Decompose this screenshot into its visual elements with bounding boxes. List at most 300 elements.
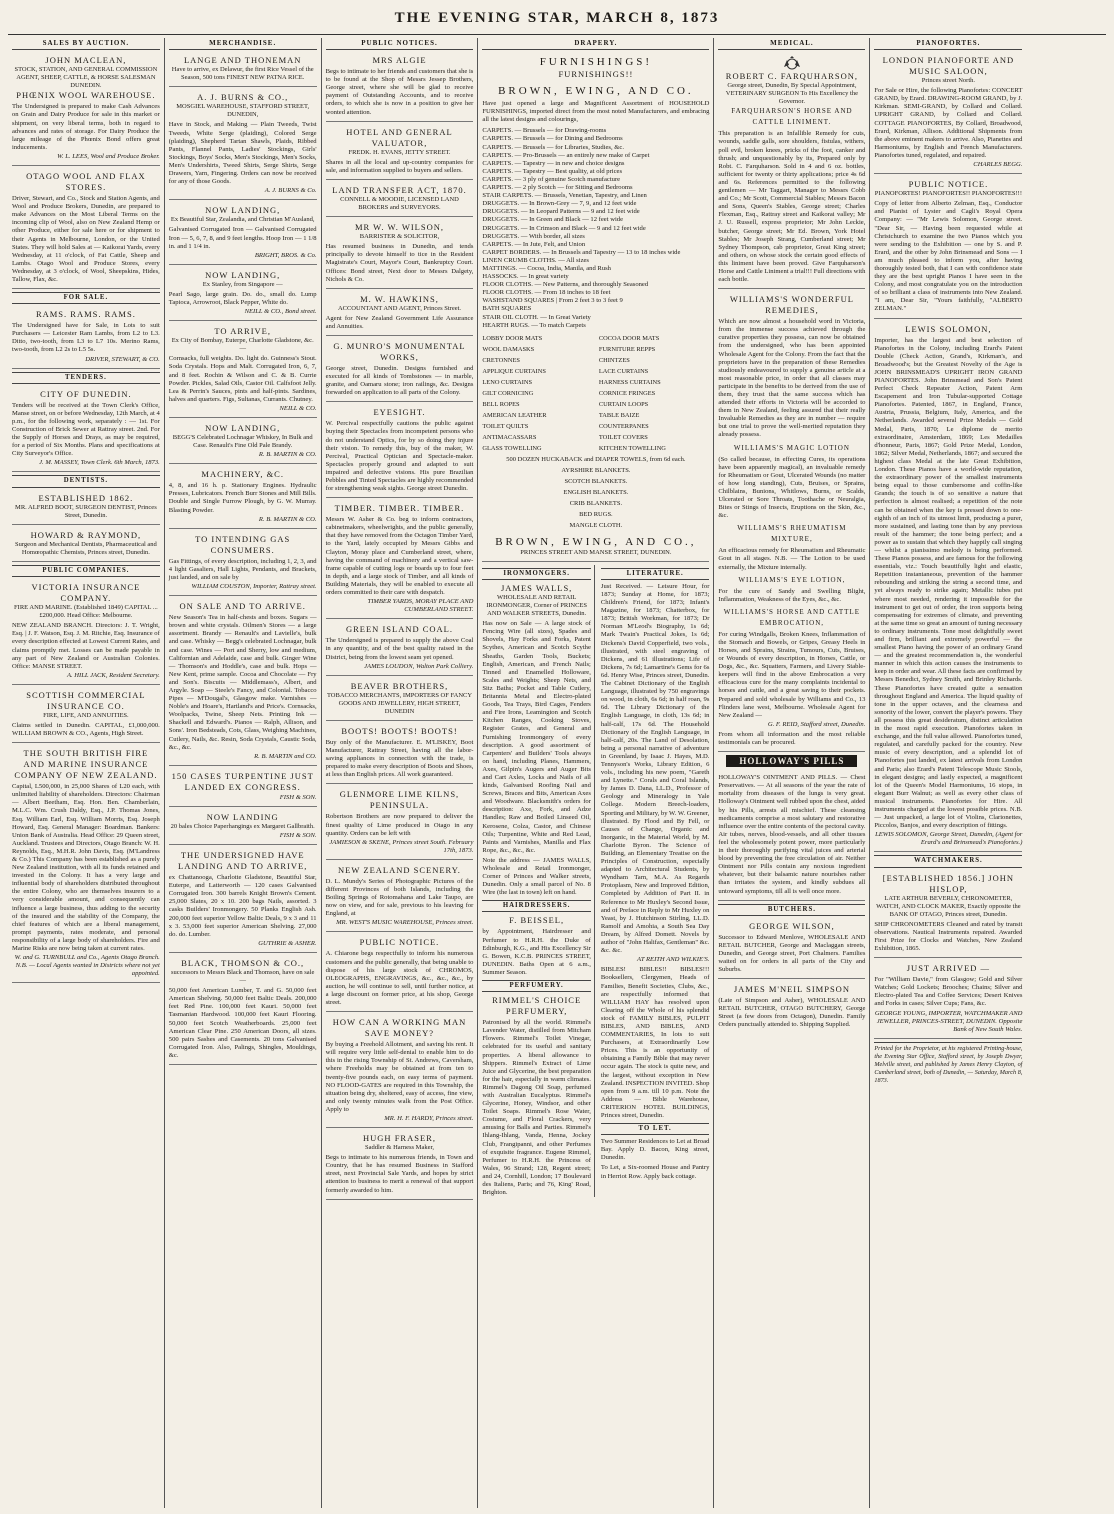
- advert-title: BOOTS! BOOTS! BOOTS!: [341, 725, 458, 736]
- advert-title: ESTABLISHED 1862.: [38, 492, 134, 503]
- masthead-rule: [8, 34, 1106, 35]
- advert-body: The Undersigned is prepared to make Cash Advances on Grain and Dairy Produce for sale in this market or shipment, on very liberal terms, both in regard to advances and rates of storage. For Dairy Produce the large mileage of the Phœnix Bond offers great inducements.: [12, 103, 160, 151]
- drapery-intro: Have just opened a large and Magnificent Assortment of HOUSEHOLD FURNISHINGS, imported direct from the most noted Manufacturers, and embracing all the latest designs and colourings,: [482, 100, 710, 124]
- advert-title: F. BEISSEL,: [509, 915, 565, 926]
- drapery-advert: [482, 53, 709, 562]
- advert-place: DUNEDIN.: [70, 82, 102, 90]
- advert-title: TO INTENDING GAS CONSUMERS.: [195, 533, 291, 555]
- advert-signature: BRIGHT, BROS. & Co.: [254, 251, 317, 259]
- advert-subhead: PHŒNIX WOOL WAREHOUSE.: [16, 90, 156, 101]
- advert-title: NEW ZEALAND SCENERY.: [338, 864, 461, 875]
- advert-signature: WILLIAM COUSTON, Importer, Rattray street.: [191, 583, 317, 591]
- advert-body: The Undersigned have for Sale, in Lots to suit Purchasers — Leicester Ram Lambs, from L2 to L3. Ditto, two-tooth, from L3 to L7 10s. Merino Rams, two-tooth, from L2 2s to L5 5s.: [12, 322, 160, 354]
- advert-signature: NEILL & CO.: [279, 404, 317, 412]
- advert-body: Have in Stock, and Making — Plain Tweeds, Twist Tweeds, White Serge (plaiding), Colored Serge (plaiding), Shepherd Tartan Shawls, Plaids, Ribbed Pants, Flannel Pants, Ladies' Stockings, Girls' Stockings, Boys' Socks, Men's Stockings, Men's Socks, Men's Undershirts, Tweed Shirts, Serge Shirts, Serge Drawers, Yarn, Fingering. Orders can now be received for any of those Goods.: [168, 121, 317, 186]
- drapery-item: CARPETS. — Brussels — for Dining and Bedrooms: [482, 135, 623, 143]
- advert-title: PUBLIC NOTICE.: [359, 937, 440, 948]
- bibles-advert: BIBLES! BIBLES!! BIBLES!!! Booksellers, Clergymen, Heads of Families, Benefit Societies, Clubs, &c., are respectfully informed that WILLIAM HAY has resolved upon Clearing off the Whole of his splendid stock of FAMILY BIBLES, PULPIT BIBLES, AND BIBLES, AND COMMENTARIES, In lots to suit Purchasers, at Extraordinarily Low Prices. This is an opportunity of obtaining a Family Bible that may never occur again. The stock is quite new, and the largest, without exception in New Zealand. INSPECTION INVITED. Shop open from 9 a.m. till 10 p.m. Note the Address — Bible Warehouse, CRITERION HOTEL BUILDINGS, Princes street, Dunedin.: [600, 966, 710, 1119]
- drapery-goods-item: CHINTZES: [598, 356, 630, 364]
- advert-title: RIMMEL'S CHOICE PERFUMERY,: [492, 995, 582, 1017]
- advert: [12, 580, 160, 685]
- advert-title: M. W. HAWKINS,: [360, 293, 439, 304]
- advert-sub: FREDK. H. EVANS, JETTY STREET.: [348, 148, 451, 156]
- advert: [326, 935, 474, 1012]
- advert: [12, 307, 160, 368]
- advert-subhead: WILLIAMS'S MAGIC LOTION: [733, 443, 850, 452]
- advert-title: NOW LANDING,: [205, 269, 281, 280]
- advert-title: MRS ALGIE: [372, 55, 427, 66]
- drapery-item: FLOOR CLOTHS. — From 18 inches to 18 feet: [482, 289, 611, 297]
- drapery-item: LINEN CRUMB CLOTHS. — All sizes: [482, 256, 589, 264]
- advert-title: BLACK, THOMSON & CO.,: [181, 957, 305, 968]
- advert-title: THE UNDERSIGNED HAVE LANDING AND TO ARRIVE,: [178, 850, 308, 872]
- drapery-item: HEARTH RUGS. — To match Carpets: [482, 321, 586, 329]
- advert-signature: FISH & SON.: [279, 832, 317, 839]
- drapery-item: BATH SQUARES: [482, 305, 532, 313]
- advert-title: TIMBER. TIMBER. TIMBER.: [334, 503, 465, 514]
- advert-body: (So called because, in effecting Cures, its operations have been apparently magical), an invaluable remedy for Rheumatism or Gout, Ulcerated Wounds (no matter of how long standing), Cuts, Bruises, or Sprains, Chilblains, Bunions, Whitlows, Burns, or Scalds, Ulcerated or Sore Throats, Toothache or Neuralgia, Bites or Stings of Insects, Eruptions on the Skin, &c., &c.: [718, 455, 866, 520]
- advert-signature: GEORGE YOUNG, IMPORTER, WATCHMAKER AND JEWELLER, PRINCES-STREET, DUNEDIN. Opposite Bank of New South Wales.: [874, 1009, 1023, 1033]
- column-heading: PUBLIC NOTICES.: [326, 38, 474, 50]
- advert: [874, 177, 1022, 318]
- masthead-title: THE EVENING STAR, MARCH 8, 1873: [394, 10, 720, 26]
- drapery-goods-item: TABLE BAIZE: [598, 411, 640, 419]
- advert-body: An efficacious remedy for Rheumatism and Rheumatic Gout in all stages. N.B. — The Lotion to be used externally, the Mixture internally.: [718, 547, 866, 571]
- drapery-item: CARPETS. — Tapestry — in new and choice designs: [482, 159, 625, 167]
- advert-note: Note the address — JAMES WALLS, Wholesale and Retail Ironmonger, Corner of Princes and Walker streets, Dunedin. Only a small parcel of No. 8 Wire (the last in town) left on hand.: [482, 856, 591, 897]
- advert-body: Importer, has the largest and best selection of Pianofortes in the Colony, including Erard's Patent Double (Check Action, Grand's, Kirkman's, and Broadwood's; but the Greatest Novelty of the Age is JOHN BRINSMEAD'S UPRIGHT IRON GRAND PIANOFORTES. John Brinsmead and Son's Patent Perfect Check Repeater Action, Patent Arm Escapement and Iron Tubular-supported Cottage Pianofortes. Patented, 1867, in England, France, Austria, Prussia, Belgium, Italy, America, and the Netherlands. Awarded several Prize Medals — Gold Medal, Paris, 1870; Le diplome de merito extraordinaire, Amsterdam, 1869; Les Medailles d'honneur, Paris, 1867; Gold Prize Medal, London, 1862; Silver Medal, Netherlands, 1867; and secured the highest class Medal at the late Great Exhibition, London. These Pianos have a world-wide reputation, the extraordinary power of the smallest instruments being equal to those cumbersome and coffin-like Grands; the touch is of so sensitive a nature that perfection is almost realised; a repetition of the note can be obtained when the key is pressed down to one-eighth of an inch of its utmost limit, producing a purer, more sustained, and lasting tone than by any previous result of the hammer; the tone being perfect; and a power as to sustain that which they happily call singing — whilst a pianissimo melody is being performed. These Pianos possess, and are famous for the following essentials, viz.: Touch beautifully light and elastic, Repetition instantaneous, prevention of the hammer rebounding and striking the string a second time, and yet always ready to strike again; Metallic tubes put where most needed, rendering it impossible for the instrument to get out of order, the iron supports being compensating for extremes of climate, and preventing at the same time so great an amount of tuning necessary to ordinary instruments. Tone most delightfully sweet and firm, brilliant and extremely powerful — the smallest Piano having the power of an ordinary Grand — and the greatest recommendation is, the wonderful manner in which this action causes the instruments to keep in order and wear. All these facts are confirmed by Messrs Benedict, Sydney Smith, and Brinley Richards. These Pianofortes have created quite a sensation throughout England and America. The liquid quality of tone in the upper octaves, and the clearness and sonority of the lower, convert the player's powers. They all possess this great desideratum, distinct articulation in the most rapid execution. Pianofortes taken in exchange, and the full value allowed. Pianofortes tuned, regulated, and carefully packed for the country. New music of every description, and a splendid lot of Pianofortes just landed, ex latest arrivals from London and Paris; also Erard's Patent Telescope Music Stools, in elegant designs; and lastly expected, a magnificent lot of the Queen's Model Harmoniums, 16 stops, in elegant Burr Walnut; as well as every other class of musical instruments. Pianofortes for Hire. All instruments charged at the lowest possible prices. N.B. — Just unpacked, a large lot of Violins, Clarionettes, Piccolos, Banjos, and every description of fittings.: [874, 336, 1023, 830]
- drapery-item: STAIR CARPETS. — Brussels, Venetian, Tapestry, and Linen: [482, 192, 647, 200]
- drapery-tail-item: BED RUGS.: [579, 510, 613, 518]
- advert-title: JOHN MACLEAN,: [45, 55, 127, 66]
- drapery-address: PRINCES STREET AND MANSE STREET, DUNEDIN.: [520, 548, 672, 556]
- advert-sub: Have to arrive, ex Delawur, the first Rice Vessel of the Season, 500 tons FINEST NEW PATNA RICE.: [171, 66, 314, 82]
- advert: [326, 53, 474, 122]
- advert-sub: BARRISTER & SOLICITOR,: [359, 233, 440, 241]
- drapery-item: CARPETS. — Tapestry — Best quality, at old prices: [482, 167, 623, 175]
- drapery-lower: [482, 565, 709, 1197]
- drapery-goods-item: TOILET COVERS: [598, 433, 648, 441]
- advert-body: Messrs W. Asher & Co. beg to inform contractors, cabinetmakers, wheelwrights, and the public generally, that they have removed from the Octagon Timber Yard, to the Yard, lately occupied by Messrs Gibbs and Clayton, Moray place and Cumberland street, where, having the command of machinery and a vertical saw-frame capable of cutting logs or boards up to four feet in depth, and a large stock of Timber, and all kinds of Building Materials, they will be enabled to execute all orders committed to their care with despatch.: [325, 516, 474, 597]
- advert-body: Has now on Sale — A large stock of Fencing Wire (all sizes), Spades and Shovels, Hay Forks and Forks, Patent Scythes, American and Scotch Scythe Sheaths, Garden Tools, Buckets; English, American, and French Nails; Tinned and Enamelled Holloware, Scales and Weights; Sheep Nets, and Sitz Baths; Pocket and Table Cutlery, Britannia Metal and Electro-plated Goods, Tea Trays, Bird Cages, Fenders and Fire Irons, Leamington and Scotch Kitchen Ranges, Cooking Stoves, Register Grates, and General and Furnishing Ironmongery of every description. A good assortment of Carpenters' and Builders' Tools always on hand, including Planes, Hammers, Axes, Gilpin's Augers and Auger Bits and Cart Axles, Locks and Nails of all kinds, Galvanised Roofing Nail and Screws, Braces and Bits, American Axes and Woodware. Blacksmith's orders for description: Axe, Fork, and Adze Handles; Raw and Boiled Linseed Oil, Kerosene, Colza, Castor, and Chinese Oils; Turpentine, White and Red Lead, Paints and Varnishes, Manilla and Flax Rope, &c., &c., &c.: [482, 620, 591, 854]
- advert-title: G. MUNRO'S MONUMENTAL WORKS,: [333, 340, 466, 362]
- advert-subhead: WILLIAMS'S HORSE AND CATTLE EMBROCATION,: [723, 607, 860, 627]
- advert: [12, 491, 160, 525]
- to-let-notice: Two Summer Residences to Let at Broad Bay. Apply D. Bacon, King street, Dunedin.: [600, 1138, 710, 1162]
- advert-title: NOW LANDING: [206, 811, 279, 822]
- advert-title: LAND TRANSFER ACT, 1870.: [332, 184, 467, 195]
- advert-body: New Season's Tea in half-chests and boxes. Sugars — brown and white crystals. Oilmen's Stores — a large assortment. Brandy — Renault's and Lavielle's, bulk and case. Whisky — Begg's celebrated Lochnagar, bulk and case. Wines — Port and Sherry, low and medium, Californian and Adelaide, case and bulk. Ginger Wine — Thomson's and Hoddle's, case and bulk. Hops — New Kent, prime sample. Cocoa and Chocolate — Fry and Son's. Biscuits — Middlemass's, Albert, and Argyle. Soap — Steele's Fancy, and Colonial. Tobacco Pipes — M'Dougal's, Glasgow make. Varnishes — Noble's and Hoare's, Hartland's and Price's. Cornsacks, Woolpacks, Twine, Sheep Nets. Printing Ink — Shackell and Edward's. Pianos — Ralph, Allison, and Sons'. Iron Bedsteads, Cots, Glass, Weighing Machines, Cutlery, Nails, &c. Resin, Soda Crystals, Caustic Soda, &c., &c.: [168, 614, 317, 751]
- drapery-item: CARPET BORDERS. — In Brussels and Tapestry — 13 to 18 inches wide: [482, 248, 681, 256]
- advert-subhead: FARQUHARSON'S HORSE AND CATTLE LINIMENT.: [731, 107, 853, 127]
- literature-list: Just Received. — Leisure Hour, for 1873; Sunday at Home, for 1873; Children's Friend, for 1873; Infant's Magazine, for 1873; Chatterbox, for 1873; British Workman, for 1873; Dr Norman M'Leod's Biography, 1s 6d; Mark Twain's Practical Jokes, 1s 6d; Dickens's David Copperfield, two vols., illustrated, with steel engraving of Dickens, and 61 illustrations; Life of Dickens, 7s 6d; Lamartine's Gems for 6s 6d. Henry Wise, Princes street, Dunedin. The Cabinet Dictionary of the English Language, illustrated by 750 engravings on wood, in cloth, 6s 6d; in half roan, 9s 6d. The Library Dictionary of the English Language, in cloth, 13s 6d; in half-calf, 17s 6d. The Household Dictionary of the English Language, in half-calf, 20s. The Land of Desolation, being a personal narrative of adventure in Greenland, by Isaac J. Hayes, M.D. Tennyson's Works, Library Edition, 6 vols., including his new poem, "Gareth and Lynette." Corals and Coral Islands, by James D. Dana, LL.D., Professor of Geology and Mineralogy in Yale College. Modern Breech-loaders, Sporting and Military, by W. W. Greener, illustrated. By Flood and By Fell, or Causes of Change, Organic and Inorganic, in the Material World, by M. Charlotte Byron. The Science of Building, an Elementary Treatise on the Principles of Construction, especially adapted to Architectural Students, by Wyndham Tarn, M.A. As Regards Protoplasm, New and Improved Edition, Completed by Addition of Part II. in Reference to Mr Huxley's Second Issue, and of Preface in Reply to Mr Huxley on Yeast, by J. Hutchinson Stirling, LL.D. Ramolf and Amohia, a South Sea Day Dream, by Alfred Domett. Novels by author of "John Halifax, Gentleman" &c. &c. &c.: [600, 582, 710, 955]
- drapery-goods-item: HARNESS CURTAINS: [598, 378, 661, 386]
- advert-body: Galvanised Corrugated Iron — Galvanised Corrugated Iron — 5, 6, 7, 8, and 9 feet lengths. Hoop Iron — 1 1/8 in. and 1 1/4 in.: [168, 226, 317, 250]
- advert-body: Patronised by all the world. Rimmel's Lavender Water, distilled from Mitcham Flowers. Rimmel's Toilet Vinegar, celebrated for its useful and sanitary properties. A liberal allowance to Shippers. Rimmel's Extract of Lime Juice and Glycerine, the best preparation for the hair, especially in warm climates. Rimmel's Dagong Oil Soap, perfumed with Australian Eucalyptus. Rimmel's Glycerine, Honey, Windsor, and other Toilet Soaps. Rimmel's Rose Water, Costume, and Floral Crackers, very amusing for Balls and Parties. Rimmel's Ihlang-Ihlang, Vanda, Henna, Jockey Club, Frangipanni, and other Perfumes of exquisite fragrance. Eugene Rimmel, Perfumer to H.R.H. the Princess of Wales, 96 Strand; 128, Regent street; and 24, Cornhill, London; 17 Boulevard des Italiens, Paris; and 76, King' Road, Brighton.: [482, 1019, 591, 1197]
- drapery-goods-item: APPLIQUE CURTAINS: [482, 367, 546, 375]
- advert-body: George street, Dunedin. Designs furnished and executed for all kinds of Tombstones — in marble, granite, and Oamaru stone; iron railings, &c. Designs forwarded on application to all parts of the Colony.: [325, 364, 474, 397]
- ironmongers-column: [482, 565, 595, 1197]
- to-let-notice: To Let, a Six-roomed House and Pantry in Herriot Row. Apply back cottage.: [600, 1164, 710, 1180]
- drapery-item: DRUGGETS. — In Leopard Patterns — 9 and 12 feet wide: [482, 208, 640, 216]
- advert-body: Begs to intimate to her friends and customers that she is to be found at the Shop of Messrs Jessep Brothers, George street, where she will be glad to receive payment of Outstanding Accounts, and to receive orders, to which she is now in a position to give her wonted attention.: [325, 68, 474, 116]
- advert-title: JAMES M'NEIL SIMPSON: [733, 984, 850, 995]
- advert-body: A. Chiarone begs respectfully to inform his numerous customers and the public generally, that being unable to dispose of his large stock of CHROMOS, OLEOGRAPHS, ENGRAVINGS, &c., &c., &c., by auction, he will continue to sell, until further notice, at a large discount on former price, at his shop, George street.: [325, 950, 474, 1007]
- column-heading: MERCHANDISE.: [169, 38, 317, 50]
- advert-sub: FIRE, LIFE, AND ANNUITIES.: [43, 711, 129, 719]
- advert: [874, 53, 1022, 174]
- advert-title: MR W. W. WILSON,: [354, 222, 445, 233]
- advert: [326, 220, 474, 289]
- drapery-firm-footer: BROWN, EWING, AND CO.,: [495, 535, 697, 548]
- advert-title: OTAGO WOOL AND FLAX STORES.: [26, 171, 146, 193]
- advert-signature: CHARLES BEGG.: [973, 161, 1023, 169]
- drapery-item: CARPETS. — 3 ply of genuine Scotch manufacture: [482, 175, 621, 183]
- advert-body: Successor to Edward Menlove, WHOLESALE AND RETAIL BUTCHER, George and Maclaggan streets, Dunedin, and George street, Port Chalmers. Families waited on for orders in all parts of the City and Suburbs.: [718, 933, 866, 974]
- drapery-goods-item: COCOA DOOR MATS: [598, 334, 660, 342]
- drapery-item: DRUGGETS. — In Crimson and Black — 9 and 12 feet wide: [482, 224, 646, 232]
- advert-sub: Saddler & Harness Maker,: [364, 1144, 435, 1152]
- advert-title: BEAVER BROTHERS,: [350, 680, 449, 691]
- drapery-goods-item: LENO CURTAINS: [482, 378, 533, 386]
- advert-title: GEORGE WILSON,: [749, 920, 835, 931]
- literature-column: [601, 565, 710, 1197]
- advert-sub: PIANOFORTES! PIANOFORTES!! PIANOFORTES!!!: [874, 190, 1023, 198]
- drapery-item: FLOOR CLOTHS. — New Patterns, and thoroughly Seasoned: [482, 281, 649, 289]
- advert: [326, 622, 474, 675]
- drapery-item: CARPETS. — 2 ply Scotch — for Sitting and Bedrooms: [482, 184, 633, 192]
- advert-title: HOWARD & RAYMOND,: [30, 529, 142, 540]
- advert: [326, 863, 474, 933]
- advert: [326, 1015, 474, 1128]
- advert: [718, 919, 865, 979]
- advert: [326, 339, 474, 402]
- advert: [874, 322, 1022, 853]
- advert-title: MACHINERY, &C.: [201, 469, 284, 480]
- advert: [718, 982, 865, 1033]
- advert-title: LONDON PIANOFORTE AND MUSIC SALOON,: [882, 55, 1015, 77]
- advert-body: Claims settled in Dunedin. CAPITAL, £1,000,000. WILLIAM BROWN & CO., Agents, High Street.: [12, 721, 160, 738]
- column-medical: [714, 38, 870, 1508]
- advert: [169, 810, 317, 845]
- advert-signature: W. L. LEES, Wool and Produce Broker.: [57, 152, 160, 160]
- drapery-tail-item: 500 DOZEN HUCKABACK and DIAPER TOWELS, from 6d each.: [506, 455, 686, 463]
- advert-sub: Surgeon and Mechanical Dentists, Pharmaceutical and Homœopathic Chemists, Princes street, Dunedin.: [15, 540, 157, 556]
- advert-signature: R. B. MARTIN & CO.: [258, 451, 317, 459]
- advert: [169, 268, 317, 321]
- advert: [12, 53, 160, 166]
- advert-title: VICTORIA INSURANCE COMPANY.: [31, 582, 141, 604]
- advert-signature: MR. H. F. HARDY, Princes street.: [384, 1114, 474, 1122]
- advert-body: Shares in all the local and up-country companies for sale, and information supplied to buyers and sellers.: [325, 158, 474, 174]
- advert-body: By buying a Freehold Allotment, and saving his rent. It will require very little self-denial to enable him to do this in the rising Township of St. Andrews, Caversham, where Freeholds may be obtained at from ten to twenty-five pounds each, on easy terms of payment. NO FLOOD-GATES are required in this Township, the situation being dry, sheltered, easy of access, fine view, and only twenty minutes walk from the Post Office. Apply to: [325, 1041, 474, 1113]
- advert-subhead: WILLIAMS'S RHEUMATISM MIXTURE,: [737, 524, 847, 544]
- advert: [718, 292, 865, 752]
- advert-sub: LATE ARTHUR BEVERLY, CHRONOMETER, WATCH, AND CLOCK MAKER, Exactly opposite the BANK OF OTAGO, Princes street, Dunedin.: [876, 894, 1021, 918]
- advert-title: LANGE AND THONEMAN: [183, 55, 302, 66]
- advert: [326, 724, 474, 784]
- advert-signature: DRIVER, STEWART, & CO.: [85, 355, 160, 363]
- drapery-tail-item: CRIB BLANKETS.: [569, 499, 623, 507]
- section-label: HAIRDRESSERS.: [482, 900, 591, 912]
- drapery-goods-item: GILT CORNICING: [482, 389, 534, 397]
- advert: [326, 501, 474, 619]
- advert-signature: G. F. REID, Stafford street, Dunedin.: [767, 720, 866, 728]
- advert-sub: BEGG'S Celebrated Lochnagar Whiskey, In Bulk and Case. Renault's Fine Old Pale Brandy.: [172, 434, 313, 450]
- advert: [12, 169, 160, 289]
- drapery-goods-item: ANTIMACASSARS: [482, 433, 537, 441]
- advert-title: JAMES WALLS,: [500, 582, 573, 593]
- advert: [326, 679, 474, 721]
- advert-body: Which are now almost a household word in Victoria, from the immense success achieved through the curative properties they possess, can now be obtained from the undersigned, who has been appointed Wholesale Agent for the Colony. From the fact that the proprietors have in the preparation of these Remedies studiously endeavoured to supply a genuine article at a most reasonable price, in order that all classes may participate in the benefits to be derived from the use of them, they trust that the same success which has attended their efforts in Victoria will be accorded to them in New Zealand, feeling assured that their really Invaluable Remedies as they are in number — require but one trial to prove the well-merited reputation they already possess.: [718, 318, 866, 439]
- advert: [169, 467, 317, 528]
- drapery-right-list: [599, 333, 710, 454]
- column-auction: [8, 38, 165, 1508]
- advert: [169, 421, 317, 464]
- section-label: BUTCHERS.: [718, 904, 865, 916]
- advert: [718, 770, 865, 900]
- advert: [326, 405, 474, 498]
- drapery-tail-item: ENGLISH BLANKETS.: [563, 488, 629, 496]
- advert-signature: FISH & SON.: [279, 793, 317, 801]
- advert-signature: JAMIESON & SKENE, Princes street South. February 17th, 1873.: [329, 838, 474, 854]
- advert-body: Capital, L500,000, in 25,000 Shares of L20 each, with unlimited liability of shareholders. Directors: Chairman — Albert Beetham, Esq. Hon. Ben. Chamberlain, M.L.C. Wm. Crush Daldy, Esq., J.P. Thomas Jones, Esq. William Earl, Esq. William Morris, Esq. Joseph Howard, Esq. General Manager: Boardman. Bankers: Union Bank of Australia. Head Office: 29 Queen street, Auckland. Trustees and Directors, Otago Branch: W. H. Reynolds, Esq., M.H.R. John Davis, Esq. (M'Landress & Co.) This Company has been established as a purely New Zealand institution, with all its funds retained and invested in the Colony. It has a very large and influential body of shareholders distributed throughout the entire Colony, who are themselves insurers to a very considerable amount, and consequently can influence a large business, thus adding to the security of the insured and the stability of the Company, the chief features of which are a liberal management, prompt payments, rates moderate, and personal responsibility of a large body of shareholders. Fire and Marine Risks are now being taken at current rates.: [12, 783, 160, 953]
- drapery-goods-item: LOBBY DOOR MATS: [482, 334, 543, 342]
- advert: [12, 528, 160, 562]
- advert-body: Begs to intimate to his numerous friends, in Town and Country, that he has resumed Business in Stafford street, next Provincial Sale Yards, and hopes by strict attention to business to merit a renewal of that support formerly awarded to him.: [325, 1154, 474, 1194]
- advert-signature: TIMBER YARDS, MORAY PLACE AND CUMBERLAND STREET.: [367, 598, 474, 614]
- advert: [326, 292, 474, 336]
- drapery-item: DRUGGETS. — In Brown-Grey — 7, 9, and 12 feet wide: [482, 200, 637, 208]
- drapery-goods-item: AMERICAN LEATHER: [482, 411, 547, 419]
- advert: [718, 53, 865, 289]
- advert-signature: R. B. MARTIN & CO.: [258, 515, 317, 523]
- advert: [12, 746, 160, 983]
- drapery-goods-item: WOOL DAMASKS: [482, 345, 535, 353]
- drapery-tail-item: SCOTCH BLANKETS.: [564, 477, 628, 485]
- advert-body: For curing Windgalls, Broken Knees, Inflammation of the Stomach and Bowels, or Gripes, Greasy Heels in Horses, and Sprains, Strains, Tumours, Cuts, Bruises, or Wounds of every description, in Horses, Cattle, or Dogs, &c., &c. Squatters, Farmers, and Livery Stable-keepers will find in the above Embrocation a very efficacious cure for the many complaints incidental to horses and cattle, and a great saving to their pockets. Prepared and sold wholesale by Williams and Co., 13 Flinders lane west, Melbourne. Wholesale Agent for New Zealand —: [718, 630, 866, 719]
- column-merchandise: [165, 38, 322, 1508]
- advert: [326, 183, 474, 217]
- section-label: PERFUMERY.: [482, 980, 591, 992]
- drapery-goods-item: BELL ROPES: [482, 400, 520, 408]
- advert: [12, 688, 160, 743]
- section-label: IRONMONGERS.: [482, 568, 591, 580]
- advert-body: Cornsacks, full weights. Do. light do. Guinness's Stout. Soda Crystals. Hops and Malt. Corrugated Iron, 6, 7, and 8 feet. Rochin & Wilson and C. & B. Currie Powder. Pickles, Salad Oils, Castor Oil. Calfsfoot Jelly. Lea & Perrin's Sauces, pints and half-pints. Sardines, halves and quarters. Figs, Sultanas, Currants. Chutney.: [168, 355, 317, 403]
- advert: [326, 787, 474, 859]
- advert: [169, 324, 317, 418]
- advert-signature: J. M. MASSEY, Town Clerk. 6th March, 1873.: [39, 459, 160, 467]
- drapery-item: CARPETS. — In Jute, Felt, and Union: [482, 240, 586, 248]
- advert-note: From whom all information and the most reliable testimonials can be procured.: [718, 730, 866, 746]
- drapery-goods-lists: [482, 333, 709, 454]
- advert-body: Buy only of the Manufacturer. E. M'LISKEY, Boot Manufacturer, Rattray Street, having all the labor-saving appliances in connection with the trade, is prepared to make every description of Boots and Shoes, at less than English prices. All work guaranteed.: [325, 738, 474, 779]
- advert: [169, 769, 317, 807]
- advert: [169, 848, 317, 953]
- advert-body: Robertson Brothers are now prepared to deliver the finest quality of Lime produced in Otago in any quantity. Orders can be left with: [325, 813, 474, 837]
- drapery-tail-item: MANGLE CLOTH.: [569, 521, 623, 529]
- advert-title: [ESTABLISHED 1856.] JOHN HISLOP,: [882, 872, 1014, 894]
- advert-title: HOTEL AND GENERAL VALUATOR,: [346, 126, 453, 148]
- drapery-goods-item: COUNTERPANES: [598, 422, 649, 430]
- advert-sub: ACCOUNTANT AND AGENT, Princes Street.: [337, 304, 462, 312]
- drapery-tail-item: AYRSHIRE BLANKETS.: [561, 466, 631, 474]
- drapery-goods-item: LACE CURTAINS: [598, 367, 649, 375]
- section-heading: FOR SALE.: [12, 292, 160, 304]
- advert: [169, 90, 317, 200]
- advert: [874, 961, 1022, 1039]
- page-columns: [8, 38, 1106, 1508]
- advert-body: SHIP CHRONOMETERS Cleaned and rated by transit observations. Nautical Instruments repaired. Awarded First Prize for Clocks and Watches, New Zealand Exhibition, 1865.: [874, 920, 1023, 953]
- drapery-item: CARPETS. — Brussels — for Libraries, Studies, &c.: [482, 143, 624, 151]
- drapery-goods-item: FURNITURE REPPS: [598, 345, 656, 353]
- advert-sub: Ex Beautiful Star, Zealandia, and Christian M'Ausland,: [170, 216, 315, 224]
- advert-sub: 20 bales Choice Paperhangings ex Margaret Gallbraith.: [170, 822, 315, 830]
- advert: [169, 956, 317, 1065]
- advert-title: GREEN ISLAND COAL.: [345, 624, 453, 635]
- advert-signature: A. J. BURNS & Co.: [264, 187, 317, 195]
- advert-signature: MR. WEST'S MUSIC WAREHOUSE, Princes street.: [336, 919, 474, 927]
- advert-signature: R. B. MARTIN and CO.: [254, 752, 317, 760]
- printer-imprint: Printed for the Proprietor, at his registered Printing-house, the Evening Star Office, Stafford street, by Joseph Dwyer, Melville street, and published by James Henry Clayton, of Cumberland street, both of Dunedin, — Saturday, March 8, 1873.: [874, 1042, 1022, 1085]
- advert-title: THE SOUTH BRITISH FIRE AND MARINE INSURANCE COMPANY OF NEW ZEALAND.: [14, 748, 158, 781]
- advert-title: PUBLIC NOTICE.: [908, 179, 989, 190]
- advert-title: SCOTTISH COMMERCIAL INSURANCE CO.: [26, 689, 146, 711]
- drapery-item: STAIR OIL CLOTH. — In Great Variety: [482, 313, 591, 321]
- advert-body: by Appointment, Hairdresser and Perfumer to H.R.H. the Duke of Edinburgh, K.G., and His Excellency Sir G. Bowen, K.C.B. PRINCES STREET, DUNEDIN. Baths Open at 6 a.m., Summer Season.: [482, 928, 591, 976]
- advert-sub: CONNELL & MOODIE, LICENSED LAND BROKERS and SURVEYORS.: [340, 195, 459, 212]
- advert-signature: LEWIS SOLOMON, George Street, Dunedin, (Agent for Erard's and Brinsmead's Pianofortes.): [875, 831, 1023, 847]
- advert-sub: WHOLESALE AND RETAIL IRONMONGER, Corner of PRINCES AND WALKER STREETS, Dunedin.: [486, 593, 588, 618]
- advert-body: For Sale or Hire, the following Pianofortes: CONCERT GRAND, by Erard. DRAWING-ROOM GRAND, by J. Kirkman. SEMI-GRAND, by Collard and Collard. UPRIGHT GRAND, by Collard and Collard. COTTAGE PIANOFORTES, By Collard, Broadwood, Erard, Kirkman, Allison. Additional Shipments from the above eminent makers to arrive. Also, Pianettes and Harmoniums, by English and French Manufacturers. Pianofortes tuned, regulated, and repaired.: [874, 87, 1023, 159]
- drapery-item: DRUGGETS. — In Green and Black — 12 feet wide: [482, 216, 624, 224]
- advert-body: (Late of Simpson and Asher), WHOLESALE AND RETAIL BUTCHER, OTAGO BUTCHERY, George Street (a few doors from Octagon), Dunedin. Family Orders punctually attended to. Shipping Supplied.: [718, 997, 866, 1029]
- advert-sub: successors to Messrs Black and Thomson, have on sale —: [170, 968, 315, 985]
- masthead: [0, 0, 1114, 30]
- section-heading: DENTISTS.: [12, 475, 160, 487]
- advert-sub: George street, Dunedin, By Special Appointment, VETERINARY SURGEON To His Excellency the Governor.: [725, 82, 859, 106]
- advert-body: D. L. Mundy's Series of Photographic Pictures of the different Provinces of both Islands, including the Boiling Springs of Rotomahana and Lake Taupo, are now on view, and for sale, previous to his leaving for England, at: [325, 877, 474, 918]
- advert-title: TO ARRIVE,: [214, 326, 271, 337]
- advert-title: A. J. BURNS & CO.,: [197, 92, 289, 103]
- advert: [169, 599, 317, 766]
- advert-body: For the cure of Sandy and Swelling Blight, Inflammation, Weakness of the Eyes, &c., &c.: [718, 587, 866, 603]
- advert: [12, 387, 160, 473]
- advert-body: 50,000 feet American Lumber, T. and G. 50,000 feet American Shelving. 50,000 feet Baltic Deals. 200,000 feet Red Pine. 100,000 feet Kauri. 50,000 feet Tasmanian Hardwood. 100,000 feet Kauri Flooring. 50,000 feet Scotch Weatherboards. 25,000 feet American Clear Pine. 250 American Doors, all sizes. 500 pairs Sashes and Casements. 20 tons Galvanised Corrugated Iron. Also, Palings, Shingles, Mouldings, &c.: [168, 987, 317, 1059]
- drapery-goods-item: CURTAIN LOOPS: [598, 400, 649, 408]
- advert-signature: A. HILL JACK, Resident Secretary.: [66, 671, 160, 679]
- drapery-item-list: [482, 127, 709, 329]
- advert-title: NOW LANDING,: [205, 423, 281, 433]
- advert-title: HUGH FRASER,: [363, 1133, 436, 1144]
- advert: [326, 1131, 474, 1200]
- advert-body: Copy of letter from Alberto Zelman, Esq., Conductor and Pianist of Lyster and Cagli's Royal Opera Company: — "Mr Lewis Solomon, George street. "Dear Sir, — Having been requested while at Christchurch to examine the two Pianos which you were sending to the Exhibition — one by S. and P. Erard, and the other by John Brinsmead and Sons — I am much pleased to inform you, after having thoroughly tested both, that I can with confidence state they are the best upright Pianos I have seen in the Colony, and most congratulate you on the introduction of so brilliant a class of instruments into New Zealand. "I am, Dear Sir, "Yours faithfully, "ALBERTO ZELMAN.": [874, 200, 1023, 313]
- advert-body: Agent for New Zealand Government Life Assurance and Annuities.: [325, 314, 474, 330]
- drapery-goods-item: CRETONNES: [482, 356, 520, 364]
- section-label: LITERATURE.: [601, 568, 710, 580]
- column-heading: DRAPERY.: [482, 38, 709, 50]
- advert-sub: MR. ALFRED BOOT, SURGEON DENTIST, Princes Street, Dunedin.: [15, 503, 157, 519]
- drapery-item: WASHSTAND SQUARES | From 2 feet 3 to 3 feet 9: [482, 297, 623, 305]
- advert-body: For "William Davie," from Glasgow; Gold and Silver Watches; Gold Lockets; Brooches; Chains; Silver and Electro-plated Tea and Coffee Services; Desert Knives and Forks in cases; Silver Cups; Fans, &c.: [874, 976, 1023, 1008]
- advert-body: HOLLOWAY'S OINTMENT AND PILLS. — Chest Preservatives. — At all seasons of the year the rate of mortality from diseases of the lungs is very great. Holloway's Ointment well rubbed upon the chest, aided by his Pills, arrests all mischief. These cleansing medicaments comprise a most salutary and restorative influence over the entire contents of the pectoral cavity. Air tubes, nerves, blood-vessels, and all other tissues feel the wholesomely potent power, more particularly in their thoroughly purifying vital juices and arterial blood by preventing the free circulation of air. Neither Ointment nor Pills contain any noxious ingredient whatever, but their balsamic nature nourishes rather than irritates the system, and kindly subdues all untoward symptoms, till all is well once more.: [718, 774, 866, 895]
- advert-sub: FIRE AND MARINE. (Established 1849) CAPITAL ... £200,000. Head Office: Melbourne.: [14, 604, 158, 620]
- advert-title: 150 CASES TURPENTINE JUST LANDED EX CONGRESS.: [171, 770, 314, 792]
- drapery-title-1: FURNISHINGS!: [539, 56, 653, 69]
- drapery-goods-item: CORNICE FRINGES: [598, 389, 656, 397]
- advert-signature: AT REITH AND WILKIE'S.: [637, 956, 710, 964]
- advert-sub: Princes street North.: [921, 77, 976, 85]
- advert-title: GLENMORE LIME KILNS, PENINSULA.: [339, 789, 460, 811]
- advert-sub: Ex Stanley, from Singapore —: [202, 280, 283, 288]
- advert-signature: W. and G. TURNBULL and Co., Agents Otago Branch. N.B. — Local Agents wanted in Districts where not yet appointed.: [14, 954, 160, 978]
- drapery-tail-list: [482, 454, 709, 531]
- advert: [169, 532, 317, 596]
- drapery-firm: BROWN, EWING, AND CO.: [498, 85, 694, 98]
- advert-body: Gas Fittings, of every description, including 1, 2, 3, and 4 light Gasaliers, Hall Lights, Pendants, and Brackets, just landed, and on sale by: [168, 557, 317, 581]
- advert: [169, 203, 317, 264]
- section-heading: TENDERS.: [12, 372, 160, 384]
- advert-title: NOW LANDING,: [205, 205, 281, 216]
- section-label: WATCHMAKERS.: [874, 855, 1022, 867]
- advert-sub: TOBACCO MERCHANTS, IMPORTERS OF FANCY GOODS AND JEWELLERY, HIGH STREET, DUNEDIN: [326, 691, 473, 715]
- drapery-goods-item: GLASS TOWELLING: [482, 444, 542, 452]
- drapery-item: CARPETS. — Pro-Brussels — an entirely new make of Carpet: [482, 151, 650, 159]
- advert-body: 4, 8, and 16 h. p. Stationary Engines. Hydraulic Presses, Lubricators. French Burr Stones and Mill Bills. Double and Single Furrow Plough, by G. W. Murray. Blasting Powder.: [168, 482, 317, 514]
- advert-signature: GUTHRIE & ASHER.: [258, 939, 317, 947]
- column-heading: MEDICAL.: [718, 38, 865, 50]
- advert-title: WILLIAMS'S WONDERFUL REMEDIES,: [729, 294, 854, 316]
- advert: [326, 125, 474, 180]
- advert-title: ON SALE AND TO ARRIVE.: [179, 601, 306, 612]
- advert-body: Tenders will be received at the Town Clerk's Office, Manse street, on or before Wednesday, 12th March, at 4 p.m., for the following work, separately : — 1st. For Construction of Brick Sewer at Rattray street. 2nd. For the Supply of Horses and Drays, as may be required, for a period of Six Months. Plans and specifications at City Surveyor's Office.: [12, 401, 160, 458]
- advert-sub: MOSGIEL WAREHOUSE, STAFFORD STREET, DUNEDIN,: [176, 103, 310, 119]
- drapery-title-2: FURNISHINGS!!: [558, 69, 634, 80]
- advert-title: JUST ARRIVED —: [906, 963, 991, 974]
- column-public-notices: [322, 38, 479, 1508]
- section-heading: PUBLIC COMPANIES.: [12, 565, 160, 577]
- advert-body: ex Chattanooga, Charlotte Gladstone, Beautiful Star, Euterpe, and Latterworth — 120 cases Galvanised Corrugated Iron. 300 barrels Knight Brown's Cement. 25,000 Slates, 20 x 10. 200 bags Nails, assorted. 3 casks Builders' Ironmongery. 50 Planks English Ash. 200,000 feet superior Yellow Baltic Deals, 9 x 3 and 11 x 3. 53,000 feet superior American Shelving. 27,000 do. do. Lumber.: [168, 874, 317, 938]
- advert-title: CITY OF DUNEDIN.: [40, 388, 132, 399]
- advert-sub: STOCK, STATION, AND GENERAL COMMISSION AGENT, SHEEP, CATTLE, & HORSE SALESMAN: [14, 66, 158, 82]
- section-heading: SALES BY AUCTION.: [12, 38, 160, 50]
- advert-body: Has resumed business in Dunedin, and tends principally to devote himself to tice in the Resident Magistrate's Court, Mayor's Court, Bankruptcy Court. Offices: Bond street, Next door to Messrs Dalgety, Nichols & Co.: [325, 243, 474, 283]
- advert-title: EYESIGHT.: [373, 407, 426, 418]
- drapery-goods-item: TOILET QUILTS: [482, 422, 529, 430]
- advert-sub: Ex City of Bombay, Euterpe, Charlotte Gladstone, &c. —: [171, 337, 314, 353]
- advert-signature: NEILL & CO., Bond street.: [244, 308, 317, 316]
- advert-body: W. Percival respectfully cautions the public against buying their Spectacles from incompetent persons who do not understand Optics, for by so doing they injure their vision. To remedy this, buy of the maker, W. Percival, Practical Optician and Spectacle-maker. Spectacles properly ground and adapted to suit impaired and defective visions. His pure Brazilian Pebbles and Tinted Spectacles are highly recommended for strengthening weak sights. George street Dunedin.: [325, 420, 474, 493]
- drapery-goods-item: KITCHEN TOWELLING: [598, 444, 666, 452]
- advert-body: The Undersigned is prepared to supply the above Coal in any quantity, and of the best quality raised in the District, being from the lowest seam yet opened.: [325, 637, 474, 661]
- royal-crest-icon: [780, 55, 804, 71]
- advert-body: Pearl Sago, large grain. Do. do., small do. Lump Tapioca, Arrowroot, Black Pepper, White do.: [168, 290, 317, 306]
- advert-body: This preparation is an Infallible Remedy for cuts, wounds, saddle galls, sore shoulders, fistulas, withers, poll evil, broken knees, pricks of the foot, canker and thrush; and unquestionably by its, Prepared only by Robt. C. Farquharson. Sold in 4 and 6 oz. bottles, sufficient for twenty or thirty applications; price 4s 6d and 6s. References permitted to the following gentlemen — Mr Taggart, Manager to Messrs Cobb and Co.; Mr Scott, Commercial Stables; Messrs Bacon and Sons, Queen's Stables, George street; Charles Flexman, Esq., Rattray street and Kaikorai valley; Mr J. U. Russell, express proprietor; Mr John Leckie, butcher, George street; Mr Ed. Brown, York Hotel Stables; Mr Joseph Strang, Cumberland street; Mr Sydney Thompson, cab proprietor, Great King street; and others, on whose stock the certain good effects of this liniment have been proved. Give Farquharson's Horse and Cattle Liniment a trial!!! Full directions with each bottle.: [718, 130, 866, 284]
- column-drapery: [478, 38, 714, 1508]
- holloway-banner: HOLLOWAY'S PILLS: [726, 755, 857, 767]
- advert: [874, 871, 1022, 959]
- section-label: TO LET.: [601, 1123, 710, 1135]
- advert-title: HOW CAN A WORKING MAN SAVE MONEY?: [332, 1017, 467, 1039]
- drapery-item: MATTINGS. — Cocoa, India, Manila, and Rush: [482, 264, 611, 272]
- advert-subhead: WILLIAMS'S EYE LOTION,: [738, 575, 846, 584]
- drapery-item: CARPETS. — Brussels — for Drawing-rooms: [482, 127, 607, 135]
- advert-body: Driver, Stewart, and Co., Stock and Station Agents, and Wool and Produce Brokers, Dunedin, are prepared to make Advances on the Most Liberal Terms on the incoming clip of Wool, also on New Zealand Hemp or other Produce, either for sale here or for shipment to their Agents in Melbourne, London, or the United States. They will hold Sales at — Kaikorai Yards, every Wednesday, at 11 o'clock, of Fat Cattle, Sheep and Lambs. Otago Wool and Produce Stores, every Wednesday, at 3 o'clock, of Wool, Sheepskins, Hides, Tallow, Flax, &c.: [12, 195, 160, 283]
- drapery-item: DRUGGETS. — With border, all sizes: [482, 232, 585, 240]
- advert-title: ROBERT C. FARQUHARSON,: [725, 71, 858, 82]
- drapery-item: HASSOCKS. — In great variety: [482, 273, 569, 281]
- advert-title: RAMS. RAMS. RAMS.: [35, 309, 136, 320]
